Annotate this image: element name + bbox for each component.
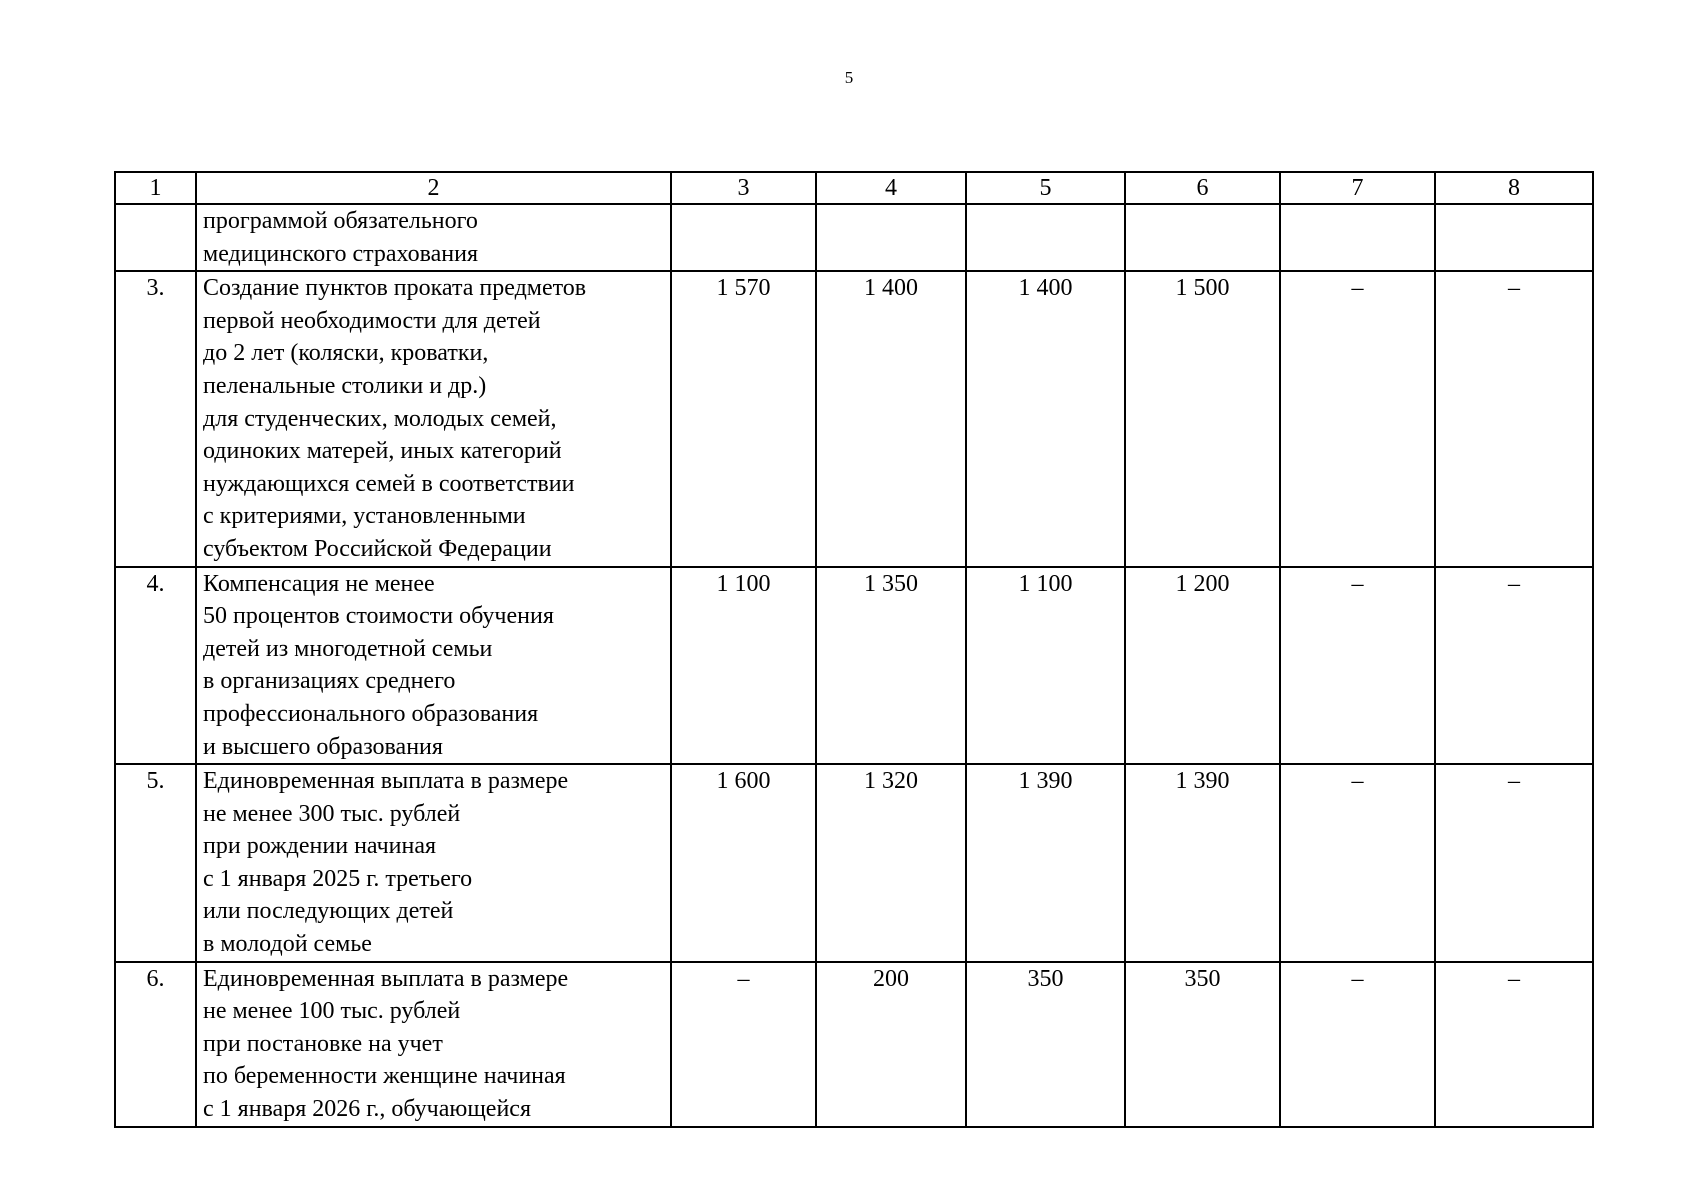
row-description: Единовременная выплата в размере не менее 300 тыс. рублей при рождении начиная с 1 января 2025 г. третьего или последующих детей в молодой семье [196, 764, 671, 962]
row-value: – [1280, 567, 1435, 765]
row-value: 200 [816, 962, 966, 1127]
column-header: 3 [671, 172, 816, 204]
table-row [115, 764, 1593, 962]
row-value [816, 204, 966, 271]
column-header: 1 [115, 172, 196, 204]
row-value: 1 320 [816, 764, 966, 962]
row-description: Единовременная выплата в размере не менее 100 тыс. рублей при постановке на учет по беременности женщине начиная с 1 января 2026 г., обучающейся [196, 962, 671, 1127]
row-value [1125, 204, 1280, 271]
row-number: 3. [115, 271, 196, 566]
column-header: 8 [1435, 172, 1593, 204]
row-value: – [1435, 962, 1593, 1127]
row-value: – [1280, 764, 1435, 962]
column-header: 6 [1125, 172, 1280, 204]
row-value: 1 400 [816, 271, 966, 566]
row-number [115, 204, 196, 271]
row-value: 1 500 [1125, 271, 1280, 566]
row-value: 1 400 [966, 271, 1125, 566]
row-value: 1 350 [816, 567, 966, 765]
row-description: Компенсация не менее 50 процентов стоимости обучения детей из многодетной семьи в организациях среднего профессионального образования и высшего образования [196, 567, 671, 765]
column-header: 2 [196, 172, 671, 204]
row-number: 4. [115, 567, 196, 765]
row-value: 1 200 [1125, 567, 1280, 765]
table-row [115, 567, 1593, 765]
row-value: 350 [966, 962, 1125, 1127]
row-value: – [1435, 764, 1593, 962]
column-header: 4 [816, 172, 966, 204]
row-description: Создание пунктов проката предметов первой необходимости для детей до 2 лет (коляски, кроватки, пеленальные столики и др.) для студенческих, молодых семей, одиноких матерей, иных категорий нуждающихся семей в соответствии с критериями, установленными субъектом Российской Федерации [196, 271, 671, 566]
table-header-row [115, 172, 1593, 204]
row-value [671, 204, 816, 271]
row-value [966, 204, 1125, 271]
row-value: – [1435, 271, 1593, 566]
row-number: 6. [115, 962, 196, 1127]
row-value [1280, 204, 1435, 271]
page-number: 5 [844, 68, 854, 87]
row-value: – [671, 962, 816, 1127]
row-value: 350 [1125, 962, 1280, 1127]
table-row [115, 962, 1593, 1127]
row-value: 1 600 [671, 764, 816, 962]
column-header: 7 [1280, 172, 1435, 204]
column-header: 5 [966, 172, 1125, 204]
row-value: – [1435, 567, 1593, 765]
row-value: 1 100 [966, 567, 1125, 765]
row-value: 1 570 [671, 271, 816, 566]
row-value: 1 390 [966, 764, 1125, 962]
row-value: 1 100 [671, 567, 816, 765]
row-value [1435, 204, 1593, 271]
row-value: 1 390 [1125, 764, 1280, 962]
data-table [114, 171, 1594, 1128]
row-number: 5. [115, 764, 196, 962]
table-row [115, 204, 1593, 271]
row-description: программой обязательного медицинского страхования [196, 204, 671, 271]
row-value: – [1280, 962, 1435, 1127]
table-row [115, 271, 1593, 566]
row-value: – [1280, 271, 1435, 566]
